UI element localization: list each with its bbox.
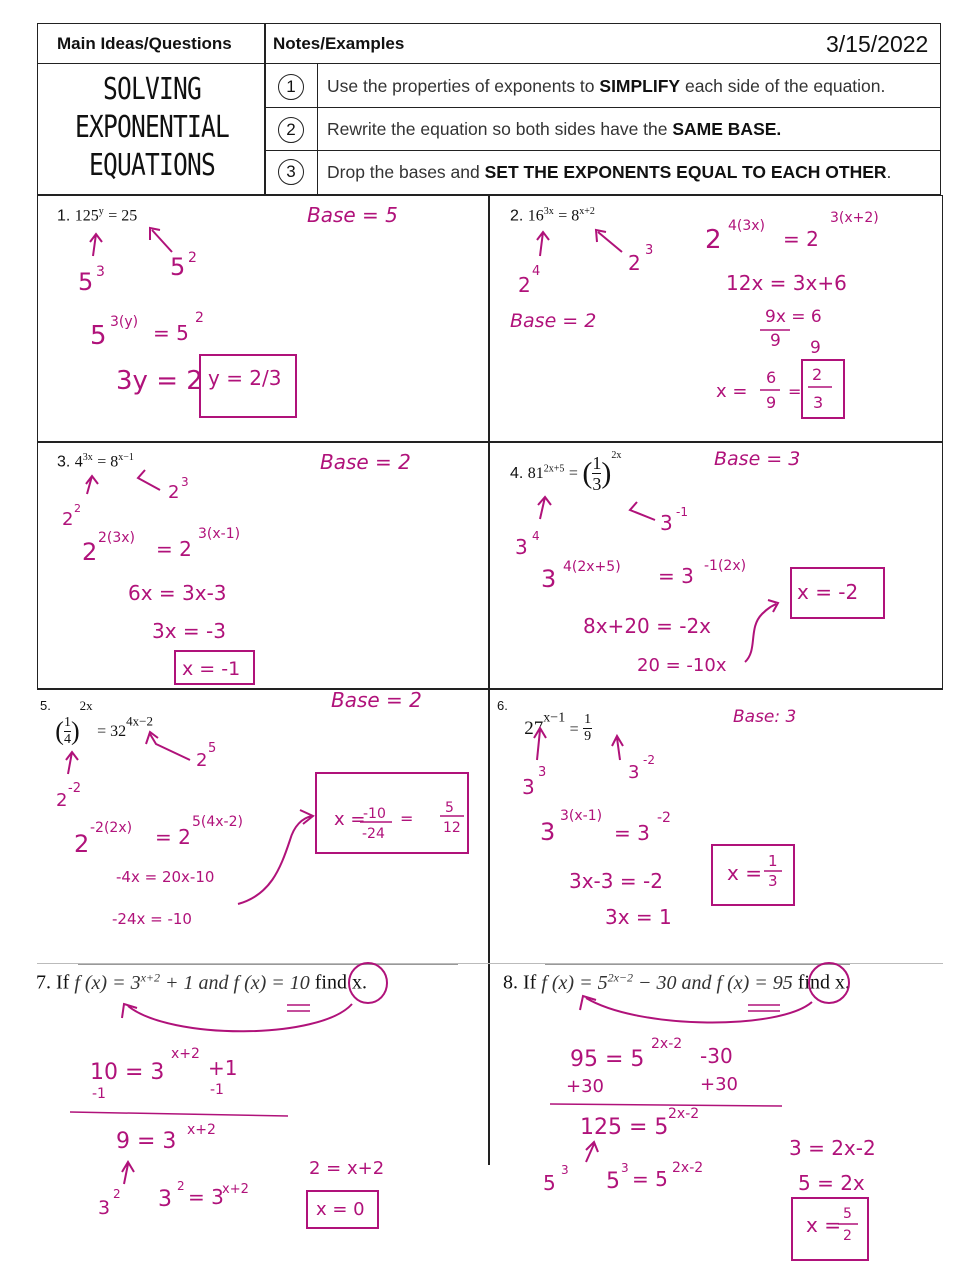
handwritten-mark: 4 [532,264,541,279]
handwritten-mark: = 5 [153,321,189,345]
handwritten-mark: 5 [78,268,94,296]
handwritten-mark: 2 [628,251,641,275]
handwritten-mark: 4(3x) [728,218,766,234]
handwritten-mark: 3 [96,264,105,280]
problem-2: 2. $16^{3x} = 8^{x+2}$ [510,206,595,225]
handwritten-mark: 2x-2 [672,1160,704,1176]
handwritten-mark: 5(4x-2) [192,814,243,830]
handwritten-mark: 3 [515,535,528,559]
handwritten-mark: -24x = -10 [112,910,192,928]
handwritten-mark: 3 [540,818,556,846]
step-text-2: Rewrite the equation so both sides have the SAME BASE. [327,119,782,139]
handwritten-mark: -4x = 20x-10 [116,868,215,886]
handwritten-mark: 95 = 5 [570,1047,645,1072]
handwriting-p4 [515,448,884,676]
handwritten-mark: 9 [770,331,781,351]
handwritten-mark: Base = 2 [320,450,411,474]
title-line-1: SOLVING [103,72,201,107]
handwritten-mark: x = [334,809,366,830]
problem-6: $^{6.}$ $27^{x-1}$ = $\frac{1}{9}$ [497,698,592,744]
step-number-3: 3 [278,159,304,185]
handwritten-mark: 3x = -3 [152,619,226,643]
handwritten-mark: 125 = 5 [580,1115,669,1140]
handwritten-mark: x+2 [222,1182,249,1197]
handwritten-mark: 3 [181,475,189,489]
problem-3: 3. $4^{3x} = 8^{x-1}$ [57,452,134,471]
handwritten-mark: x = [716,381,748,402]
handwritten-mark: = 3 [658,564,694,588]
step-number-2: 2 [278,117,304,143]
handwritten-mark: 2 [168,482,180,503]
step-text-3: Drop the bases and SET THE EXPONENTS EQUAL TO EACH OTHER. [327,162,892,182]
handwritten-mark: -10 [363,806,386,822]
handwritten-mark: 5 [543,1171,556,1195]
handwritten-mark: 6x = 3x-3 [128,581,227,605]
handwritten-mark: 3(x-1) [560,808,603,824]
handwritten-mark: 3 [645,243,654,258]
handwritten-mark: 5 [90,321,107,351]
handwritten-mark: 2 [705,225,722,255]
handwritten-mark: +30 [700,1074,738,1095]
handwritten-mark: 2x-2 [668,1106,700,1122]
handwritten-mark: 12 [443,820,461,836]
header-date: 3/15/2022 [826,31,929,57]
handwritten-mark: 4(2x+5) [563,559,621,575]
handwritten-mark: 2 [177,1179,185,1193]
handwritten-mark: 2 [843,1228,852,1244]
handwritten-mark: x = 0 [316,1199,365,1220]
handwritten-mark: 2 [188,250,197,266]
handwritten-mark: 2 [82,538,98,566]
handwritten-mark: 5 [170,253,186,281]
problem-8: 8. If f $(x) = 5^{2x-2} - 30$ and f (x) = 95 find x. [503,970,850,994]
handwritten-mark: Base: 3 [733,707,797,727]
handwriting-p2 [510,210,879,418]
problem-4: 4. $81^{2x+5}$ = ( $\frac{1}{3}$ )$^{2x}$ [510,450,622,495]
problem-5: $^{5.}$ ( $\frac{1}{4}$ )$^{2x} = 32^{4x-2}$ [40,698,153,748]
title-line-3: EQUATIONS [89,148,215,183]
handwritten-mark: 3 [628,762,640,783]
handwritten-mark: = 2 [155,825,191,849]
handwritten-mark: = 5 [632,1167,668,1191]
handwritten-mark: 2 [62,509,74,530]
handwritten-mark: -24 [362,826,385,842]
handwritten-mark: -1 [210,1082,224,1098]
handwritten-mark: 2 [74,830,90,858]
title-line-2: EXPONENTIAL [75,110,229,145]
handwritten-mark: = [788,382,802,401]
handwritten-mark: Base = 3 [714,448,801,470]
handwritten-mark: 2x-2 [651,1036,683,1052]
handwritten-mark: 9 [766,393,777,412]
handwritten-mark: 2 [74,502,81,515]
handwritten-mark: 9 [810,338,821,358]
handwritten-mark: 2 [195,310,204,326]
handwritten-mark: -2 [68,781,81,796]
handwritten-mark: -2 [657,810,671,826]
handwritten-mark: 5 [843,1206,852,1222]
handwriting-p5 [56,688,468,928]
handwritten-mark: -1 [676,505,688,519]
handwritten-mark: 9x = 6 [765,307,822,327]
handwritten-mark: Base = 2 [331,688,422,712]
problem-7: 7. If f $(x) = 3^{x+2} + 1$ and f (x) = 10 find x. [36,970,367,994]
handwritten-mark: 3 [538,765,547,780]
handwritten-mark: +30 [566,1076,604,1097]
handwritten-mark: 9 = 3 [116,1129,177,1154]
handwritten-mark: 2 [518,273,531,297]
handwritten-mark: -2(2x) [90,820,133,836]
handwritten-mark: -2 [643,753,655,767]
handwritten-mark: 3 [541,565,557,593]
handwritten-mark: 3(x-1) [198,526,241,542]
handwritten-mark: 5 = 2x [798,1171,865,1195]
handwriting-p1 [78,203,398,417]
handwritten-mark: 3 [158,1187,172,1212]
handwritten-mark: 12x = 3x+6 [726,271,847,295]
handwritten-mark: 10 = 3 [90,1060,165,1085]
handwritten-mark: Base = 2 [510,310,597,332]
handwritten-mark: -1 [92,1086,106,1102]
step-text-1: Use the properties of exponents to SIMPLIFY each side of the equation. [327,76,886,96]
handwritten-mark: 2 = x+2 [309,1158,385,1179]
handwritten-mark: x = [806,1213,841,1237]
handwritten-mark: Base = 5 [307,203,398,227]
handwritten-mark: 3 [98,1197,111,1219]
handwritten-mark: 2 [812,365,823,384]
handwritten-mark: 5 [606,1169,620,1194]
step-number-1: 1 [278,74,304,100]
handwritten-mark: 8x+20 = -2x [583,614,712,638]
handwritten-mark: x = [727,861,762,885]
handwriting-p8 [543,963,876,1260]
handwritten-mark: 3(y) [110,314,139,330]
handwritten-mark: 3x-3 = -2 [569,869,663,893]
handwritten-mark: 3 [660,511,673,535]
handwritten-mark: 2 [113,1187,121,1201]
handwritten-mark: x = -1 [182,658,241,680]
handwritten-mark: y = 2/3 [208,366,282,390]
handwritten-mark: 2 [196,750,208,771]
handwritten-mark: 2(3x) [98,530,136,546]
handwritten-mark: 3x = 1 [605,905,672,929]
handwritten-mark: -30 [700,1044,733,1068]
handwritten-mark: = 2 [156,537,192,561]
handwritten-mark: 3 [561,1163,569,1177]
handwritten-mark: 3 [768,872,778,890]
handwritten-mark: = 2 [783,227,819,251]
problem-1: 1. 125$^y$ = 25 [57,206,138,225]
handwriting-p7 [70,963,387,1228]
handwritten-mark: 3 = 2x-2 [789,1136,876,1160]
handwritten-mark: = [400,809,414,828]
handwritten-mark: +1 [208,1056,238,1080]
handwritten-mark: 3(x+2) [830,210,879,226]
handwritten-mark: 5 [208,741,217,756]
handwritten-mark: 3y = 2 [116,366,203,396]
handwritten-mark: 1 [768,852,778,870]
handwritten-mark: 4 [532,529,540,543]
handwritten-mark: x+2 [171,1046,200,1062]
header-main-ideas: Main Ideas/Questions [57,34,232,53]
handwriting-p6 [522,707,796,929]
handwritten-mark: = 3 [188,1185,224,1209]
handwritten-mark: x = -2 [797,580,859,604]
handwritten-mark: 3 [621,1161,629,1175]
handwritten-mark: 3 [522,775,535,799]
handwritten-mark: 5 [445,800,454,816]
handwriting-p3 [62,450,411,684]
handwritten-mark: 6 [766,368,777,387]
handwritten-mark: x+2 [187,1122,216,1138]
handwritten-mark: -1(2x) [704,558,747,574]
handwritten-mark: 3 [813,393,824,412]
handwritten-mark: = 3 [614,821,650,845]
handwritten-mark: 2 [56,790,68,811]
header-notes-examples: Notes/Examples [273,34,405,53]
handwritten-mark: 20 = -10x [637,655,727,676]
